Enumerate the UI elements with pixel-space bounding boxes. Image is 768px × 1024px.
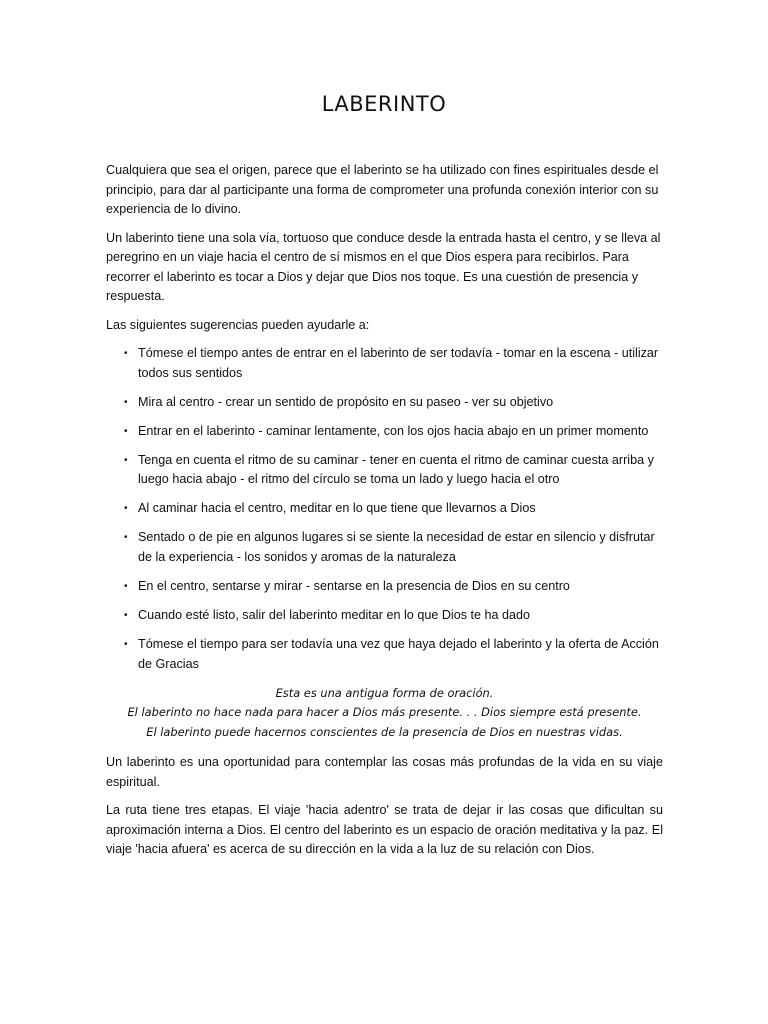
suggestions-heading: Las siguientes sugerencias pueden ayudarle a: xyxy=(106,317,370,332)
quote-line: Esta es una antigua forma de oración. xyxy=(275,685,494,700)
list-item xyxy=(106,528,663,567)
list-item-text: Al caminar hacia el centro, meditar en lo que tiene que llevarnos a Dios xyxy=(138,501,536,516)
bullet-icon: • xyxy=(124,503,128,515)
list-item xyxy=(106,393,663,413)
closing-paragraph: Un laberinto es una oportunidad para contemplar las cosas más profundas de la vida en su viaje espiritual. xyxy=(106,755,663,789)
list-item-text: En el centro, sentarse y mirar - sentarse en la presencia de Dios en su centro xyxy=(138,579,570,594)
bullet-icon: • xyxy=(124,610,128,622)
intro-paragraph: Cualquiera que sea el origen, parece que el laberinto se ha utilizado con fines espirituales desde el principio, para dar al participante una forma de comprometer una profunda conexión interior con su experiencia de lo divino. xyxy=(106,163,659,216)
list-item xyxy=(106,422,663,442)
closing-paragraph: La ruta tiene tres etapas. El viaje 'hacia adentro' se trata de dejar ir las cosas que dificultan su aproximación interna a Dios. El centro del laberinto es un espacio de oración meditativa y la paz. El viaje 'hacia afuera' es acerca de su dirección en la vida a la luz de su relación con Dios. xyxy=(106,803,663,857)
list-item xyxy=(106,344,663,383)
bullet-icon: • xyxy=(124,454,128,466)
list-item-text: Tómese el tiempo antes de entrar en el laberinto de ser todavía - tomar en la escena - utilizar todos sus sentidos xyxy=(138,346,659,380)
list-item xyxy=(106,577,663,597)
list-item-text: Tómese el tiempo para ser todavía una vez que haya dejado el laberinto y la oferta de Acción de Gracias xyxy=(138,637,659,671)
intro-paragraph: Un laberinto tiene una sola vía, tortuoso que conduce desde la entrada hasta el centro, y se lleva al peregrino en un viaje hacia el centro de sí mismos en el que Dios espera para recibirlos. Para recorrer el laberinto es tocar a Dios y dejar que Dios nos toque. Es una cuestión de presencia y respuesta. xyxy=(106,230,661,303)
quote-line: El laberinto no hace nada para hacer a Dios más presente. . . Dios siempre está presente. xyxy=(127,705,642,720)
list-item xyxy=(106,499,663,519)
list-item-text: Mira al centro - crear un sentido de propósito en su paseo - ver su objetivo xyxy=(138,394,554,409)
bullet-icon: • xyxy=(124,581,128,593)
list-item xyxy=(106,635,663,674)
bullet-icon: • xyxy=(124,532,128,544)
bullet-icon: • xyxy=(124,425,128,437)
suggestions-list xyxy=(106,344,663,674)
bullet-icon: • xyxy=(124,639,128,651)
list-item-text: Tenga en cuenta el ritmo de su caminar - tener en cuenta el ritmo de caminar cuesta arriba y luego hacia abajo - el ritmo del círculo se toma un lado y luego hacia el otro xyxy=(138,452,654,487)
bullet-icon: • xyxy=(124,348,128,359)
list-item-text: Entrar en el laberinto - caminar lentamente, con los ojos hacia abajo en un primer momento xyxy=(138,423,649,438)
list-item xyxy=(106,606,663,626)
bullet-icon: • xyxy=(124,396,128,408)
document-title: LABERINTO xyxy=(321,92,447,116)
quote-block xyxy=(106,684,663,743)
list-item-text: Sentado o de pie en algunos lugares si se siente la necesidad de estar en silencio y disfrutar de la experiencia - los sonidos y aromas de la naturaleza xyxy=(138,530,655,564)
list-item-text: Cuando esté listo, salir del laberinto meditar en lo que Dios te ha dado xyxy=(138,608,531,623)
document-body xyxy=(106,161,663,869)
quote-line: El laberinto puede hacernos conscientes de la presencia de Dios en nuestras vidas. xyxy=(146,724,623,739)
list-item xyxy=(106,451,663,490)
